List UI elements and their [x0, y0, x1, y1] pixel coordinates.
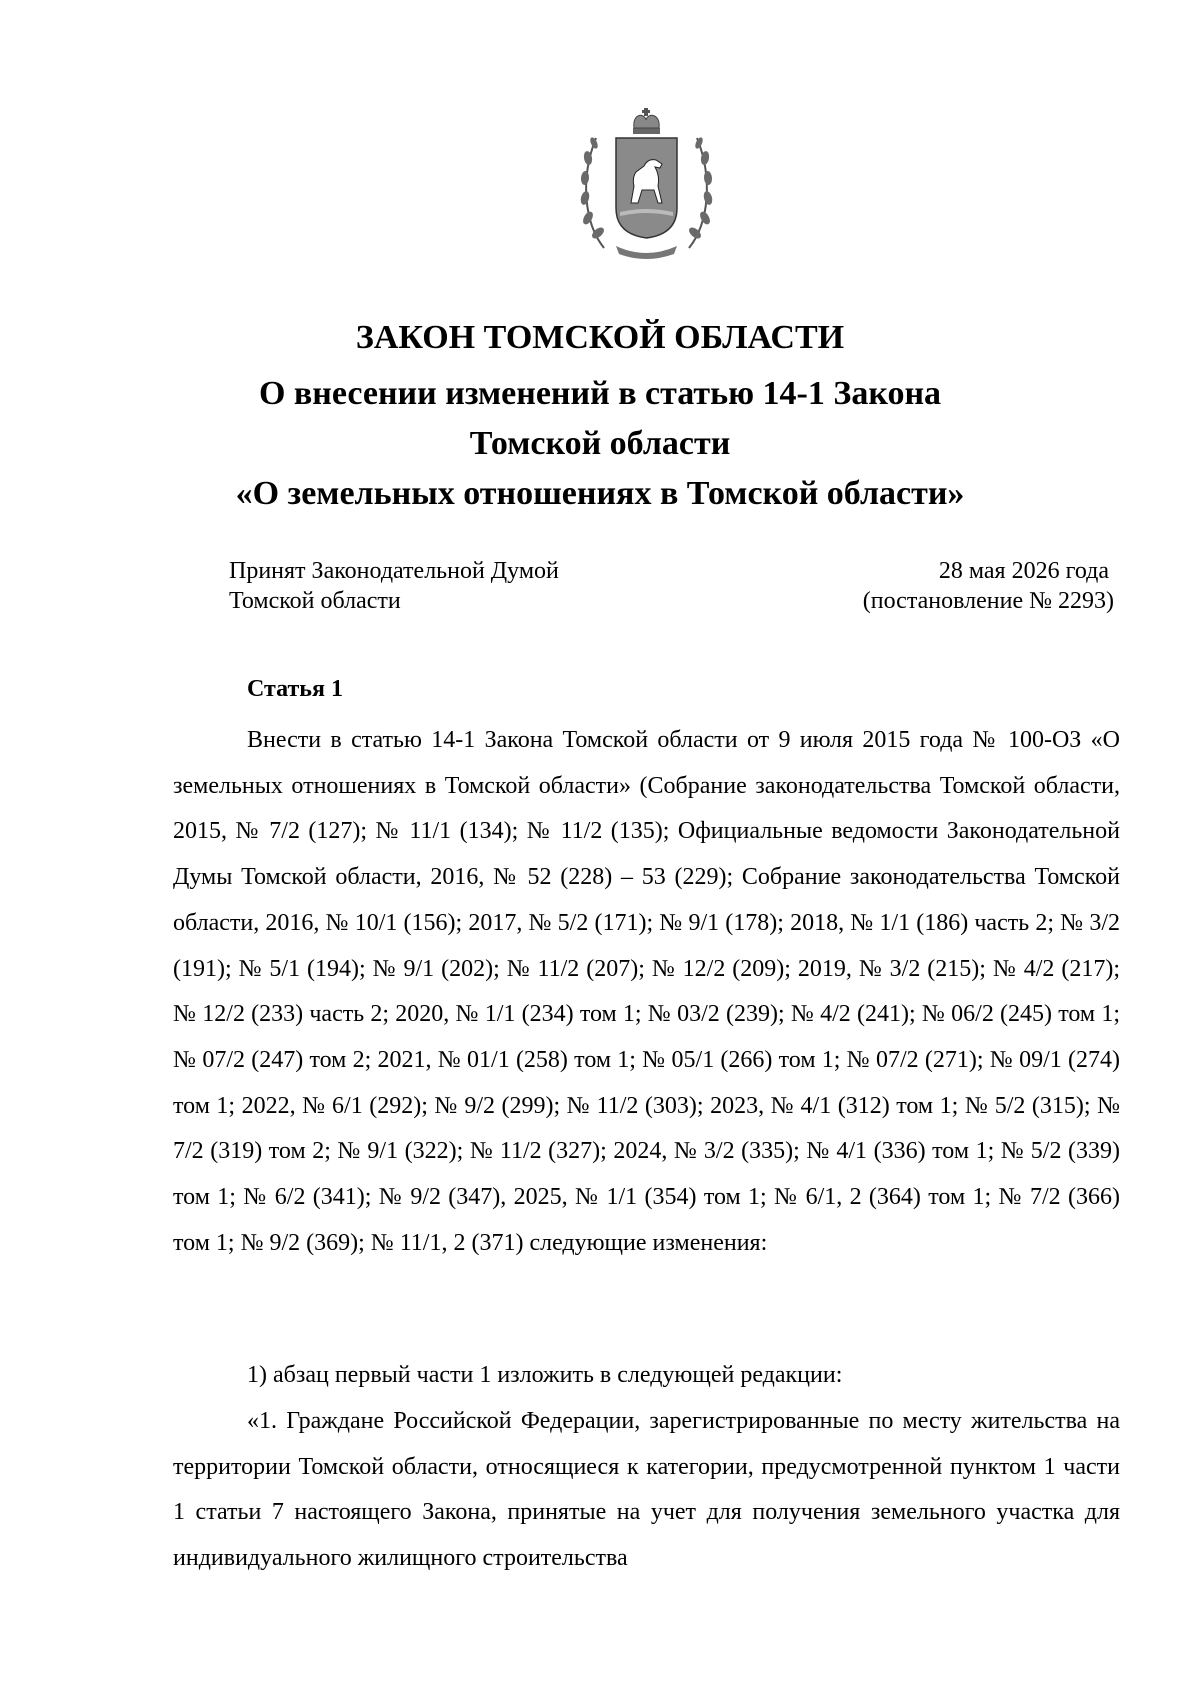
quoted-amendment-text: «1. Граждане Российской Федерации, зарегистрированные по месту жительства на территории Томской области, относящиеся к категории, предусмотренной пунктом 1 части 1 статьи 7 настоящего Закона, принятые на учет для получения земельного участка для индивидуального жилищного строительства [173, 1408, 1120, 1572]
article-intro-paragraph: Внести в статью 14-1 Закона Томской области от 9 июля 2015 года № 100-ОЗ «О земельных отношениях в Томской области» (Собрание законодательства Томской области, 2015, № 7/2 (127); № 11/1 (134); № 11/2 (135); Официальные ведомости Законодательной Думы Томской области, 2016, № 52 (228) – 53 (229); Собрание законодательства Томской области, 2016, № 10/1 (156); 2017, № 5/2 (171); № 9/1 (178); 2018, № 1/1 (186) часть 2; № 3/2 (191); № 5/1 (194); № 9/1 (202); № 11/2 (207); № 12/2 (209); 2019, № 3/2 (215); № 4/2 (217); № 12/2 (233) часть 2; 2020, № 1/1 (234) том 1; № 03/2 (239); № 4/2 (241); № 06/2 (245) том 1; № 07/2 (247) том 2; 2021, № 01/1 (258) том 1; № 05/1 (266) том 1; № 07/2 (271); № 09/1 (274) том 1; 2022, № 6/1 (292); № 9/2 (299); № 11/2 (303); 2023, № 4/1 (312) том 1; № 5/2 (315); № 7/2 (319) том 2; № 9/1 (322); № 11/2 (327); 2024, № 3/2 (335); № 4/1 (336) том 1; № 5/2 (339) том 1; № 6/2 (341); № 9/2 (347), 2025, № 1/1 (354) том 1; № 6/1, 2 (364) том 1; № 7/2 (366) том 1; № 9/2 (369); № 11/1, 2 (371) следующие изменения: [173, 727, 1120, 1256]
adopted-by-line-1: Принят Законодательной Думой [229, 558, 559, 584]
coat-of-arms-icon [576, 108, 717, 262]
law-subtitle-line-3: «О земельных отношениях в Томской области» [235, 475, 965, 512]
law-subtitle-line-2: Томской области [469, 425, 731, 462]
adoption-date: 28 мая 2026 года [938, 558, 1109, 584]
article-heading: Статья 1 [247, 676, 343, 702]
law-subtitle-line-1: О внесении изменений в статью 14-1 Закона [258, 375, 942, 412]
article-item-1: 1) абзац первый части 1 изложить в следующей редакции: [247, 1362, 843, 1388]
coat-of-arms-graphic [576, 108, 717, 262]
law-title: ЗАКОН ТОМСКОЙ ОБЛАСТИ [355, 319, 845, 356]
resolution-number: (постановление № 2293) [862, 588, 1114, 614]
adopted-by-line-2: Томской области [229, 588, 401, 614]
